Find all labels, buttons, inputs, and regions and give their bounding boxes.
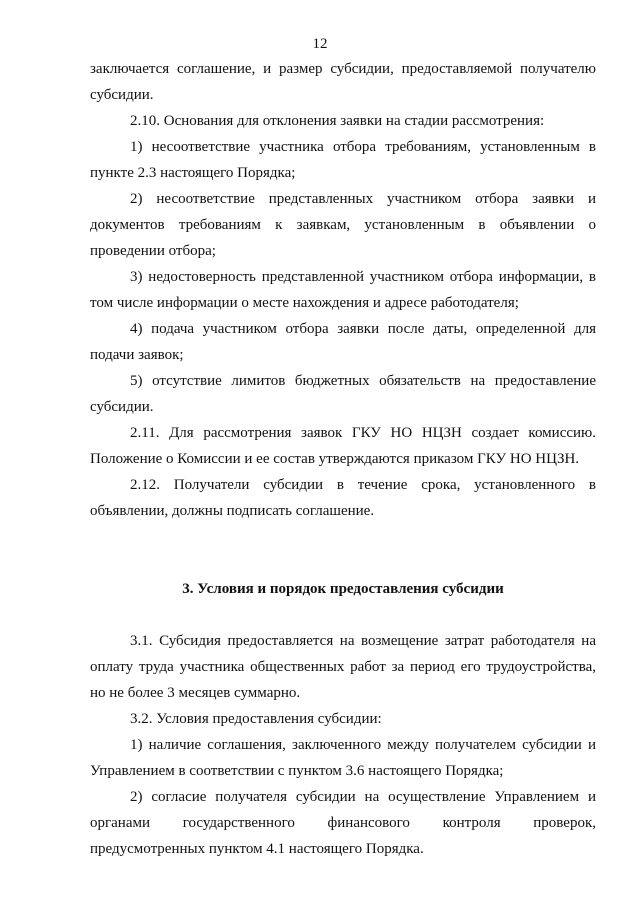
clause-2-10: 2.10. Основания для отклонения заявки на стадии рассмотрения: [130, 113, 545, 129]
clause-2-10-item-1: 1) несоответствие участника отбора требованиям, установленным в пункте 2.3 настоящего Порядка; [90, 139, 596, 181]
clause-2-10-item-5: 5) отсутствие лимитов бюджетных обязательств на предоставление субсидии. [90, 373, 596, 415]
document-body [90, 56, 596, 862]
clause-3-2-item-2: 2) согласие получателя субсидии на осуществление Управлением и органами государственного финансового контроля проверок, предусмотренных пунктом 4.1 настоящего Порядка. [90, 789, 596, 857]
clause-2-11: 2.11. Для рассмотрения заявок ГКУ НО НЦЗН создает комиссию. Положение о Комиссии и ее состав утверждаются приказом ГКУ НО НЦЗН. [90, 425, 596, 467]
clause-3-2: 3.2. Условия предоставления субсидии: [130, 711, 382, 727]
spacer [90, 524, 596, 550]
page-number: 12 [312, 36, 328, 52]
clause-2-10-item-4: 4) подача участником отбора заявки после даты, определенной для подачи заявок; [90, 321, 596, 363]
spacer [90, 602, 596, 628]
paragraph-continuation: заключается соглашение, и размер субсидии, предоставляемой получателю субсидии. [90, 61, 596, 103]
clause-2-10-item-3: 3) недостоверность представленной участником отбора информации, в том числе информации о месте нахождения и адресе работодателя; [90, 269, 596, 311]
clause-2-12: 2.12. Получатели субсидии в течение срока, установленного в объявлении, должны подписать соглашение. [90, 477, 596, 519]
clause-2-10-item-2: 2) несоответствие представленных участником отбора заявки и документов требованиям к заявкам, установленным в объявлении о проведении отбора; [90, 191, 596, 259]
clause-3-2-item-1: 1) наличие соглашения, заключенного между получателем субсидии и Управлением в соответствии с пунктом 3.6 настоящего Порядка; [90, 737, 596, 779]
clause-3-1: 3.1. Субсидия предоставляется на возмещение затрат работодателя на оплату труда участника общественных работ за период его трудоустройства, но не более 3 месяцев суммарно. [90, 633, 596, 701]
section-heading: 3. Условия и порядок предоставления субсидии [182, 581, 504, 597]
spacer [90, 550, 596, 576]
